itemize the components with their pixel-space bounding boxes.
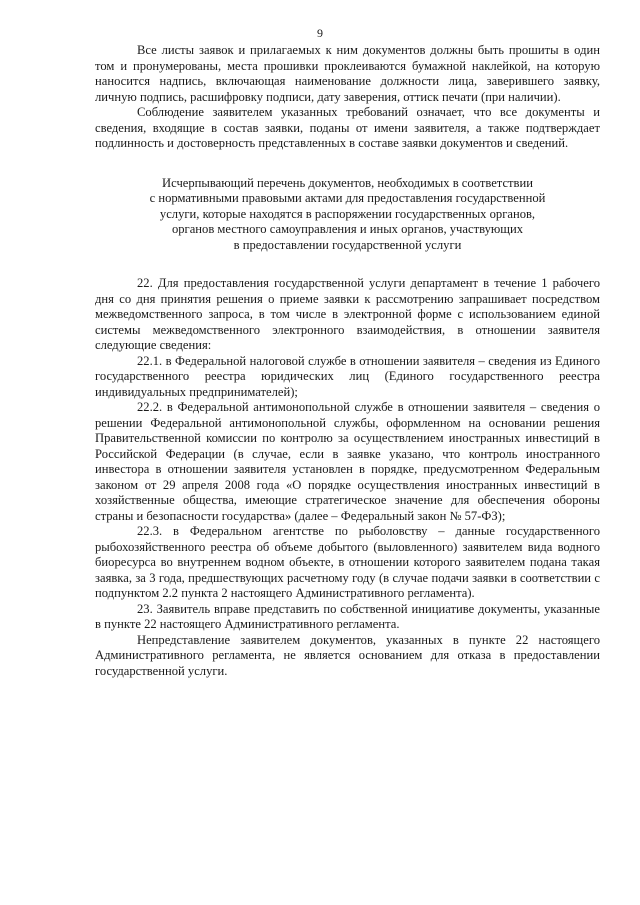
heading-line: с нормативными правовыми актами для предоставления государственной bbox=[149, 191, 546, 205]
spacer bbox=[95, 253, 600, 276]
heading-line: Исчерпывающий перечень документов, необходимых в соответствии bbox=[162, 175, 533, 190]
paragraph-stitching-requirements: Все листы заявок и прилагаемых к ним документов должны быть прошиты в один том и пронумерованы, места прошивки проклеиваются бумажной наклейкой, на которую наносится надпись, включающая наименование должности лица, заверившего заявку, личную подпись, расшифровку подписи, дату заверения, оттиск печати (при наличии). bbox=[95, 43, 600, 104]
spacer bbox=[95, 152, 600, 176]
heading-line: органов местного самоуправления и иных органов, участвующих bbox=[171, 222, 524, 236]
section-heading bbox=[95, 176, 600, 254]
paragraph-23: 23. Заявитель вправе представить по собственной инициативе документы, указанные в пункте 22 настоящего Административного регламента. bbox=[95, 601, 600, 631]
paragraph-22-3: 22.3. в Федеральном агентстве по рыболовству – данные государственного рыбохозяйственного реестра об объеме добытого (выловленного) заявителем вида водного биоресурса во внутреннем водном объекте, в отношении которого заявителем подана такая заявка, за 3 года, предшествующих расчетному году (в случае подачи заявки в соответствии с подпунктом 2.2 пункта 2 настоящего Административного регламента). bbox=[95, 524, 600, 600]
paragraph-22-1: 22.1. в Федеральной налоговой службе в отношении заявителя – сведения из Единого государственного реестра юридических лиц (Единого государственного реестра индивидуальных предпринимателей); bbox=[95, 353, 600, 399]
paragraph-22-2: 22.2. в Федеральной антимонопольной службе в отношении заявителя – сведения о решении Федеральной антимонопольной службы, оформленном на основании решения Правительственной комиссии по контролю за осуществлением иностранных инвестиций в Российской Федерации (в случае, если в заявке указано, что контроль иностранного инвестора в отношении заявителя установлен в порядке, предусмотренном Федеральным законом от 29 апреля 2008 года «О порядке осуществления иностранных инвестиций в хозяйственные общества, имеющие стратегическое значение для обеспечения обороны страны и безопасности государства» (далее – Федеральный закон № 57-ФЗ); bbox=[95, 400, 600, 523]
paragraph-non-submission: Непредставление заявителем документов, указанных в пункте 22 настоящего Административного регламента, не является основанием для отказа в предоставлении государственной услуги. bbox=[95, 632, 600, 678]
page-number: 9 bbox=[317, 26, 323, 40]
heading-line: в предоставлении государственной услуги bbox=[233, 237, 462, 252]
paragraph-22: 22. Для предоставления государственной услуги департамент в течение 1 рабочего дня со дня принятия решения о приеме заявки к рассмотрению запрашивает посредством межведомственного запроса, в том числе в электронной форме с использованием единой системы межведомственного электронного взаимодействия, в отношении заявителя следующие сведения: bbox=[95, 276, 600, 352]
heading-line: услуги, которые находятся в распоряжении государственных органов, bbox=[159, 206, 536, 221]
paragraph-compliance: Соблюдение заявителем указанных требований означает, что все документы и сведения, входящие в состав заявки, поданы от имени заявителя, а также подтверждает подлинность и достоверность представленных в составе заявки документов и сведений. bbox=[95, 105, 600, 150]
document-body bbox=[95, 43, 600, 679]
